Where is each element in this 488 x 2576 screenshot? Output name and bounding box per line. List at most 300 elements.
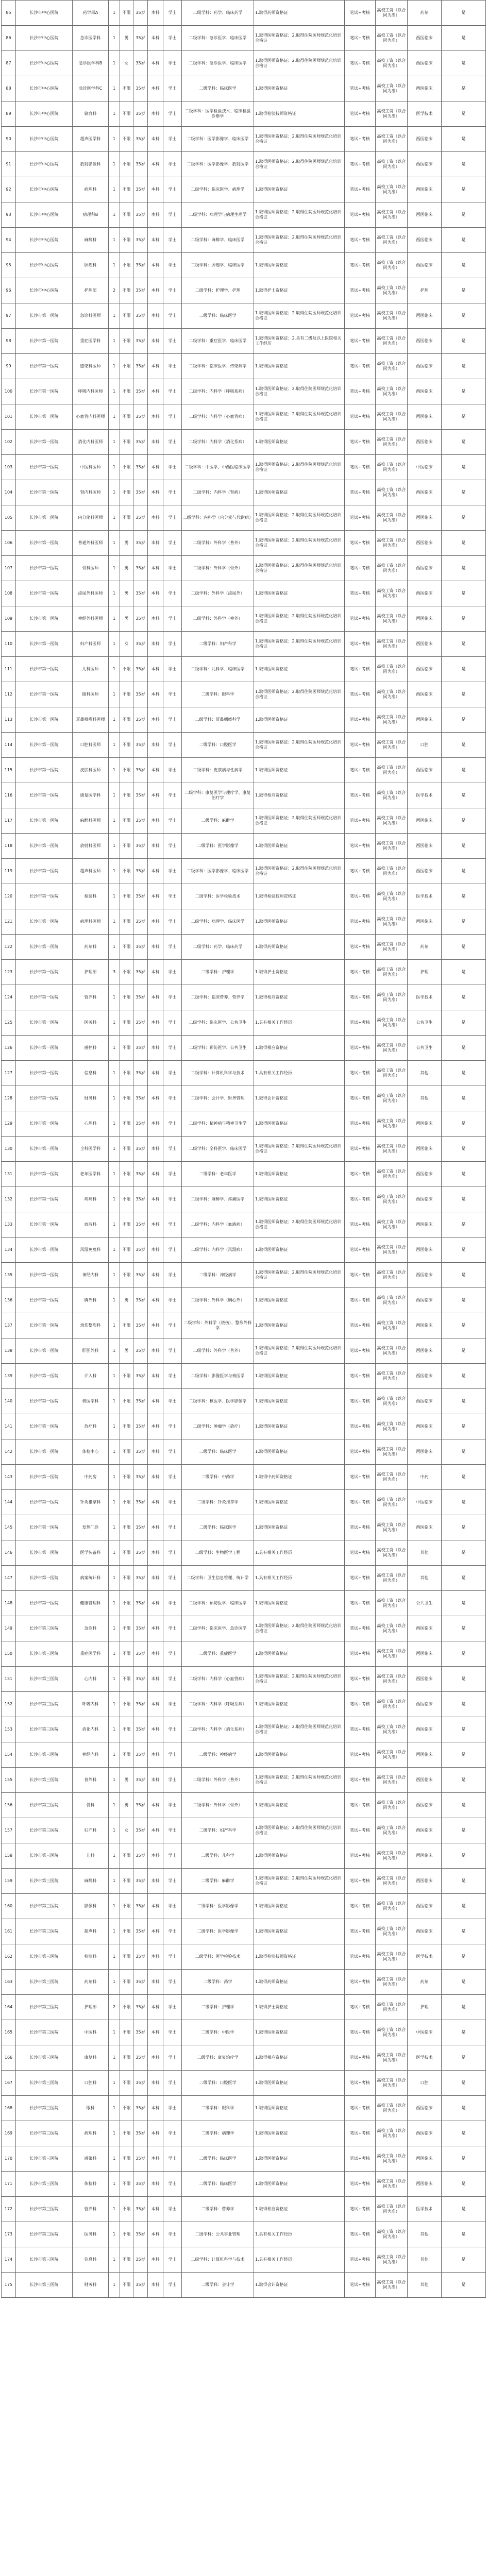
category-cell: 西医临床 (408, 303, 442, 329)
position-cell: 骨科 (73, 1793, 109, 1818)
age-limit-cell: 35岁 (133, 581, 148, 606)
position-cell: 放疗科 (73, 1414, 109, 1439)
salary-cell: 高校工资（以合同为准） (376, 1667, 408, 1692)
salary-cell: 高校工资（以合同为准） (376, 1111, 408, 1137)
salary-cell: 高校工资（以合同为准） (376, 379, 408, 404)
category-cell: 西医临床 (408, 859, 442, 884)
staffing-cell: 是 (442, 354, 486, 379)
age-limit-cell: 35岁 (133, 202, 148, 228)
gender-cell: 不限 (120, 2197, 133, 2222)
unit-name-cell: 长沙市第一医院 (16, 379, 73, 404)
headcount-cell: 1 (109, 935, 120, 960)
staffing-cell: 是 (442, 2273, 486, 2298)
table-row (2, 707, 486, 733)
education-cell: 本科 (148, 1970, 163, 1995)
requirement-cell: 1.取得医师资格证；2.取得住院医师规范化培训合格证 (254, 51, 345, 76)
staffing-cell: 是 (442, 1263, 486, 1288)
major-cell: 二级学科：外科学（普外） (182, 1768, 254, 1793)
staffing-cell: 是 (442, 935, 486, 960)
table-row (2, 2247, 486, 2273)
requirement-cell: 1.取得相应资格证 (254, 2045, 345, 2071)
table-row (2, 1137, 486, 1162)
unit-name-cell: 长沙市第三医院 (16, 1843, 73, 1869)
headcount-cell: 1 (109, 1338, 120, 1364)
table-row (2, 1667, 486, 1692)
headcount-cell: 1 (109, 1, 120, 26)
degree-cell: 学士 (163, 1894, 182, 1919)
requirement-cell: 1.取得护士资格证 (254, 278, 345, 303)
headcount-cell: 1 (109, 76, 120, 101)
major-cell: 二级学科：临床医学 (182, 303, 254, 329)
degree-cell: 学士 (163, 2020, 182, 2045)
gender-cell: 不限 (120, 1490, 133, 1515)
education-cell: 本科 (148, 1692, 163, 1717)
category-cell: 西医临床 (408, 51, 442, 76)
age-limit-cell: 35岁 (133, 1465, 148, 1490)
requirement-cell: 1.取得医师资格证；2.取得住院医师规范化培训合格证 (254, 606, 345, 632)
unit-name-cell: 长沙市第一医院 (16, 1364, 73, 1389)
major-cell: 二级学科：针灸推拿学 (182, 1490, 254, 1515)
staffing-cell: 是 (442, 2222, 486, 2247)
position-cell: 放射科医师 (73, 834, 109, 859)
table-row (2, 1414, 486, 1439)
major-cell: 二级学科：药学、临床药学 (182, 1, 254, 26)
gender-cell: 不限 (120, 101, 133, 127)
requirement-cell: 1.取得检验技师资格证 (254, 884, 345, 909)
position-cell: 中医科 (73, 2020, 109, 2045)
education-cell: 本科 (148, 228, 163, 253)
gender-cell: 不限 (120, 152, 133, 177)
headcount-cell: 2 (109, 1995, 120, 2020)
education-cell: 本科 (148, 1111, 163, 1137)
table-row (2, 1742, 486, 1768)
category-cell: 西医临床 (408, 1894, 442, 1919)
headcount-cell: 1 (109, 1238, 120, 1263)
exam-method-cell: 笔试+考核 (345, 1137, 376, 1162)
unit-name-cell: 长沙市第一医院 (16, 985, 73, 1010)
exam-method-cell: 笔试+考核 (345, 228, 376, 253)
headcount-cell: 1 (109, 2146, 120, 2172)
gender-cell: 不限 (120, 2222, 133, 2247)
major-cell: 二级学科：医学影像学 (182, 1919, 254, 1944)
exam-method-cell: 笔试+考核 (345, 657, 376, 682)
age-limit-cell: 35岁 (133, 1111, 148, 1137)
row-number-cell: 131 (2, 1162, 16, 1187)
age-limit-cell: 35岁 (133, 76, 148, 101)
exam-method-cell: 笔试+考核 (345, 329, 376, 354)
unit-name-cell: 长沙市第一医院 (16, 581, 73, 606)
major-cell: 二级学科：精神病与精神卫生学 (182, 1111, 254, 1137)
major-cell: 二级学科：儿科学 (182, 1843, 254, 1869)
age-limit-cell: 35岁 (133, 632, 148, 657)
position-cell: 营养科 (73, 2197, 109, 2222)
exam-method-cell: 笔试+考核 (345, 1919, 376, 1944)
education-cell: 本科 (148, 1137, 163, 1162)
row-number-cell: 100 (2, 379, 16, 404)
staffing-cell: 是 (442, 202, 486, 228)
age-limit-cell: 35岁 (133, 1238, 148, 1263)
row-number-cell: 109 (2, 606, 16, 632)
gender-cell: 不限 (120, 1616, 133, 1641)
salary-cell: 高校工资（以合同为准） (376, 329, 408, 354)
requirement-cell: 1.取得医师资格证 (254, 1439, 345, 1465)
salary-cell: 高校工资（以合同为准） (376, 1414, 408, 1439)
major-cell: 二级学科：口腔医学 (182, 733, 254, 758)
education-cell: 本科 (148, 2273, 163, 2298)
requirement-cell: 1.取得医师资格证 (254, 76, 345, 101)
row-number-cell: 105 (2, 505, 16, 531)
degree-cell: 学士 (163, 2045, 182, 2071)
requirement-cell: 1.取得医师资格证 (254, 1187, 345, 1212)
table-row (2, 2273, 486, 2298)
salary-cell: 高校工资（以合同为准） (376, 531, 408, 556)
gender-cell: 男 (120, 1768, 133, 1793)
staffing-cell: 是 (442, 430, 486, 455)
staffing-cell: 是 (442, 1338, 486, 1364)
table-row (2, 2096, 486, 2121)
major-cell: 二级学科：中药学 (182, 1465, 254, 1490)
education-cell: 本科 (148, 1465, 163, 1490)
requirement-cell: 1.取得药师资格证 (254, 1970, 345, 1995)
degree-cell: 学士 (163, 1036, 182, 1061)
education-cell: 本科 (148, 2045, 163, 2071)
category-cell: 西医临床 (408, 1717, 442, 1742)
staffing-cell: 是 (442, 1364, 486, 1389)
requirement-cell: 1.取得会计资格证 (254, 2273, 345, 2298)
headcount-cell: 1 (109, 455, 120, 480)
major-cell: 二级学科：预防医学、临床医学 (182, 1591, 254, 1616)
staffing-cell: 是 (442, 556, 486, 581)
unit-name-cell: 长沙市第一医院 (16, 632, 73, 657)
age-limit-cell: 35岁 (133, 682, 148, 707)
staffing-cell: 是 (442, 1894, 486, 1919)
headcount-cell: 1 (109, 1768, 120, 1793)
row-number-cell: 170 (2, 2146, 16, 2172)
major-cell: 二级学科：医学检验技术 (182, 884, 254, 909)
staffing-cell: 是 (442, 909, 486, 935)
salary-cell: 高校工资（以合同为准） (376, 2273, 408, 2298)
education-cell: 本科 (148, 758, 163, 783)
education-cell: 本科 (148, 1894, 163, 1919)
gender-cell: 不限 (120, 1717, 133, 1742)
row-number-cell: 165 (2, 2020, 16, 2045)
age-limit-cell: 35岁 (133, 430, 148, 455)
degree-cell: 学士 (163, 1212, 182, 1238)
row-number-cell: 153 (2, 1717, 16, 1742)
category-cell: 中医临床 (408, 1490, 442, 1515)
category-cell: 公共卫生 (408, 1010, 442, 1036)
staffing-cell: 是 (442, 1515, 486, 1540)
salary-cell: 高校工资（以合同为准） (376, 455, 408, 480)
degree-cell: 学士 (163, 1717, 182, 1742)
degree-cell: 学士 (163, 1364, 182, 1389)
major-cell: 二级学科：核医学、医学影像学 (182, 1389, 254, 1414)
education-cell: 本科 (148, 909, 163, 935)
education-cell: 本科 (148, 1010, 163, 1036)
age-limit-cell: 35岁 (133, 1692, 148, 1717)
staffing-cell: 是 (442, 1970, 486, 1995)
degree-cell: 学士 (163, 758, 182, 783)
row-number-cell: 145 (2, 1515, 16, 1540)
category-cell: 其他 (408, 2273, 442, 2298)
staffing-cell: 是 (442, 1793, 486, 1818)
degree-cell: 学士 (163, 177, 182, 202)
row-number-cell: 166 (2, 2045, 16, 2071)
unit-name-cell: 长沙市中心医院 (16, 278, 73, 303)
exam-method-cell: 笔试+考核 (345, 455, 376, 480)
row-number-cell: 125 (2, 1010, 16, 1036)
table-row (2, 808, 486, 834)
degree-cell: 学士 (163, 1641, 182, 1667)
salary-cell: 高校工资（以合同为准） (376, 707, 408, 733)
row-number-cell: 151 (2, 1667, 16, 1692)
exam-method-cell: 笔试+考核 (345, 758, 376, 783)
headcount-cell: 1 (109, 26, 120, 51)
education-cell: 本科 (148, 430, 163, 455)
row-number-cell: 119 (2, 859, 16, 884)
headcount-cell: 1 (109, 1288, 120, 1313)
headcount-cell: 1 (109, 1793, 120, 1818)
salary-cell: 高校工资（以合同为准） (376, 1742, 408, 1768)
unit-name-cell: 长沙市第三医院 (16, 1894, 73, 1919)
headcount-cell: 1 (109, 1389, 120, 1414)
table-row (2, 101, 486, 127)
salary-cell: 高校工资（以合同为准） (376, 1641, 408, 1667)
staffing-cell: 是 (442, 1389, 486, 1414)
staffing-cell: 是 (442, 2247, 486, 2273)
position-cell: 神经内科 (73, 1263, 109, 1288)
headcount-cell: 1 (109, 2247, 120, 2273)
row-number-cell: 146 (2, 1540, 16, 1566)
staffing-cell: 是 (442, 1313, 486, 1338)
requirement-cell: 1.具有相关工作经历 (254, 2222, 345, 2247)
salary-cell: 高校工资（以合同为准） (376, 1389, 408, 1414)
gender-cell: 不限 (120, 1086, 133, 1111)
table-row (2, 127, 486, 152)
table-row (2, 1919, 486, 1944)
category-cell: 其他 (408, 2222, 442, 2247)
education-cell: 本科 (148, 379, 163, 404)
degree-cell: 学士 (163, 329, 182, 354)
staffing-cell: 是 (442, 1187, 486, 1212)
gender-cell: 女 (120, 632, 133, 657)
row-number-cell: 172 (2, 2197, 16, 2222)
age-limit-cell: 35岁 (133, 1515, 148, 1540)
unit-name-cell: 长沙市第三医院 (16, 1793, 73, 1818)
requirement-cell: 1.取得中药师资格证 (254, 1465, 345, 1490)
unit-name-cell: 长沙市第三医院 (16, 1768, 73, 1793)
major-cell: 二级学科：内科学（内分泌与代谢病） (182, 505, 254, 531)
unit-name-cell: 长沙市第一医院 (16, 1212, 73, 1238)
degree-cell: 学士 (163, 1313, 182, 1338)
degree-cell: 学士 (163, 960, 182, 985)
exam-method-cell: 笔试+考核 (345, 152, 376, 177)
major-cell: 二级学科：外科学（烧伤）、整形外科学 (182, 1313, 254, 1338)
age-limit-cell: 35岁 (133, 1490, 148, 1515)
headcount-cell: 1 (109, 2222, 120, 2247)
row-number-cell: 173 (2, 2222, 16, 2247)
unit-name-cell: 长沙市第一医院 (16, 682, 73, 707)
staffing-cell: 是 (442, 1288, 486, 1313)
major-cell: 二级学科：麻醉学、疼痛医学 (182, 1187, 254, 1212)
requirement-cell: 1.取得医师资格证；2.取得住院医师规范化培训合格证 (254, 26, 345, 51)
age-limit-cell: 35岁 (133, 51, 148, 76)
requirement-cell: 1.取得医师资格证 (254, 2172, 345, 2197)
exam-method-cell: 笔试+考核 (345, 2197, 376, 2222)
staffing-cell: 是 (442, 606, 486, 632)
headcount-cell: 1 (109, 127, 120, 152)
unit-name-cell: 长沙市第一医院 (16, 1414, 73, 1439)
requirement-cell: 1.具有相关工作经历 (254, 1566, 345, 1591)
salary-cell: 高校工资（以合同为准） (376, 556, 408, 581)
requirement-cell: 1.取得医师资格证；2.取得住院医师规范化培训合格证 (254, 531, 345, 556)
headcount-cell: 1 (109, 329, 120, 354)
degree-cell: 学士 (163, 1540, 182, 1566)
education-cell: 本科 (148, 2071, 163, 2096)
category-cell: 西医临床 (408, 1313, 442, 1338)
requirement-cell: 1.具有相关工作经历 (254, 1010, 345, 1036)
unit-name-cell: 长沙市中心医院 (16, 26, 73, 51)
position-cell: 医务科 (73, 1010, 109, 1036)
major-cell: 二级学科：医学影像学、临床医学 (182, 127, 254, 152)
degree-cell: 学士 (163, 1944, 182, 1970)
education-cell: 本科 (148, 1364, 163, 1389)
requirement-cell: 1.取得医师资格证；2.取得住院医师规范化培训合格证 (254, 1263, 345, 1288)
unit-name-cell: 长沙市中心医院 (16, 202, 73, 228)
category-cell: 西医临床 (408, 152, 442, 177)
unit-name-cell: 长沙市第一医院 (16, 1439, 73, 1465)
requirement-cell: 1.取得检验技师资格证 (254, 101, 345, 127)
unit-name-cell: 长沙市第一医院 (16, 1187, 73, 1212)
exam-method-cell: 笔试+考核 (345, 707, 376, 733)
education-cell: 本科 (148, 1818, 163, 1843)
table-row (2, 202, 486, 228)
salary-cell: 高校工资（以合同为准） (376, 1187, 408, 1212)
staffing-cell: 是 (442, 1616, 486, 1641)
table-row (2, 1566, 486, 1591)
age-limit-cell: 35岁 (133, 1212, 148, 1238)
table-row (2, 1465, 486, 1490)
position-cell: 体检中心 (73, 1439, 109, 1465)
age-limit-cell: 35岁 (133, 2146, 148, 2172)
category-cell: 西医临床 (408, 581, 442, 606)
requirement-cell: 1.取得医师资格证 (254, 1591, 345, 1616)
exam-method-cell: 笔试+考核 (345, 101, 376, 127)
gender-cell: 不限 (120, 2146, 133, 2172)
education-cell: 本科 (148, 1086, 163, 1111)
salary-cell: 高校工资（以合同为准） (376, 1263, 408, 1288)
position-cell: 药学部A (73, 1, 109, 26)
salary-cell: 高校工资（以合同为准） (376, 2222, 408, 2247)
education-cell: 本科 (148, 303, 163, 329)
category-cell: 西医临床 (408, 1641, 442, 1667)
row-number-cell: 104 (2, 480, 16, 505)
headcount-cell: 1 (109, 733, 120, 758)
staffing-cell: 是 (442, 1414, 486, 1439)
position-cell: 病理科B (73, 202, 109, 228)
degree-cell: 学士 (163, 152, 182, 177)
degree-cell: 学士 (163, 733, 182, 758)
exam-method-cell: 笔试+考核 (345, 2172, 376, 2197)
category-cell: 西医临床 (408, 228, 442, 253)
age-limit-cell: 35岁 (133, 707, 148, 733)
major-cell: 二级学科：内科学（肾病） (182, 480, 254, 505)
exam-method-cell: 笔试+考核 (345, 1212, 376, 1238)
table-row (2, 1010, 486, 1036)
headcount-cell: 1 (109, 1313, 120, 1338)
exam-method-cell: 笔试+考核 (345, 1490, 376, 1515)
unit-name-cell: 长沙市第一医院 (16, 1263, 73, 1288)
requirement-cell: 1.取得医师资格证；2.取得住院医师规范化培训合格证 (254, 202, 345, 228)
age-limit-cell: 35岁 (133, 1591, 148, 1616)
exam-method-cell: 笔试+考核 (345, 480, 376, 505)
row-number-cell: 133 (2, 1212, 16, 1238)
education-cell: 本科 (148, 657, 163, 682)
age-limit-cell: 35岁 (133, 480, 148, 505)
unit-name-cell: 长沙市第三医院 (16, 2247, 73, 2273)
major-cell: 二级学科：临床医学、传染病学 (182, 354, 254, 379)
education-cell: 本科 (148, 1439, 163, 1465)
exam-method-cell: 笔试+考核 (345, 505, 376, 531)
gender-cell: 不限 (120, 1995, 133, 2020)
requirement-cell: 1.取得医师资格证 (254, 1238, 345, 1263)
gender-cell: 不限 (120, 455, 133, 480)
degree-cell: 学士 (163, 909, 182, 935)
age-limit-cell: 35岁 (133, 1288, 148, 1313)
headcount-cell: 1 (109, 202, 120, 228)
gender-cell: 不限 (120, 2096, 133, 2121)
requirement-cell: 1.取得医师资格证；2.取得住院医师规范化培训合格证 (254, 1212, 345, 1238)
category-cell: 医学技术 (408, 2197, 442, 2222)
gender-cell: 不限 (120, 1010, 133, 1036)
row-number-cell: 106 (2, 531, 16, 556)
row-number-cell: 103 (2, 455, 16, 480)
gender-cell: 不限 (120, 2172, 133, 2197)
salary-cell: 高校工资（以合同为准） (376, 51, 408, 76)
staffing-cell: 是 (442, 581, 486, 606)
headcount-cell: 1 (109, 1667, 120, 1692)
degree-cell: 学士 (163, 1742, 182, 1768)
staffing-cell: 是 (442, 1692, 486, 1717)
requirement-cell: 1.取得医师资格证 (254, 581, 345, 606)
salary-cell: 高校工资（以合同为准） (376, 1717, 408, 1742)
age-limit-cell: 35岁 (133, 2172, 148, 2197)
staffing-cell: 是 (442, 1818, 486, 1843)
major-cell: 二级学科：影像医学与核医学 (182, 1364, 254, 1389)
requirement-cell: 1.取得医师资格证 (254, 834, 345, 859)
unit-name-cell: 长沙市第一医院 (16, 909, 73, 935)
staffing-cell: 是 (442, 1111, 486, 1137)
staffing-cell: 是 (442, 531, 486, 556)
row-number-cell: 91 (2, 152, 16, 177)
salary-cell: 高校工资（以合同为准） (376, 2197, 408, 2222)
degree-cell: 学士 (163, 278, 182, 303)
staffing-cell: 是 (442, 278, 486, 303)
age-limit-cell: 35岁 (133, 733, 148, 758)
category-cell: 西医临床 (408, 1667, 442, 1692)
table-row (2, 303, 486, 329)
position-cell: 病理科医师 (73, 909, 109, 935)
degree-cell: 学士 (163, 1439, 182, 1465)
unit-name-cell: 长沙市第一医院 (16, 935, 73, 960)
age-limit-cell: 35岁 (133, 228, 148, 253)
table-row (2, 1162, 486, 1187)
gender-cell: 不限 (120, 733, 133, 758)
exam-method-cell: 笔试+考核 (345, 884, 376, 909)
staffing-cell: 是 (442, 51, 486, 76)
gender-cell: 女 (120, 1818, 133, 1843)
requirement-cell: 1.取得医师资格证 (254, 1414, 345, 1439)
